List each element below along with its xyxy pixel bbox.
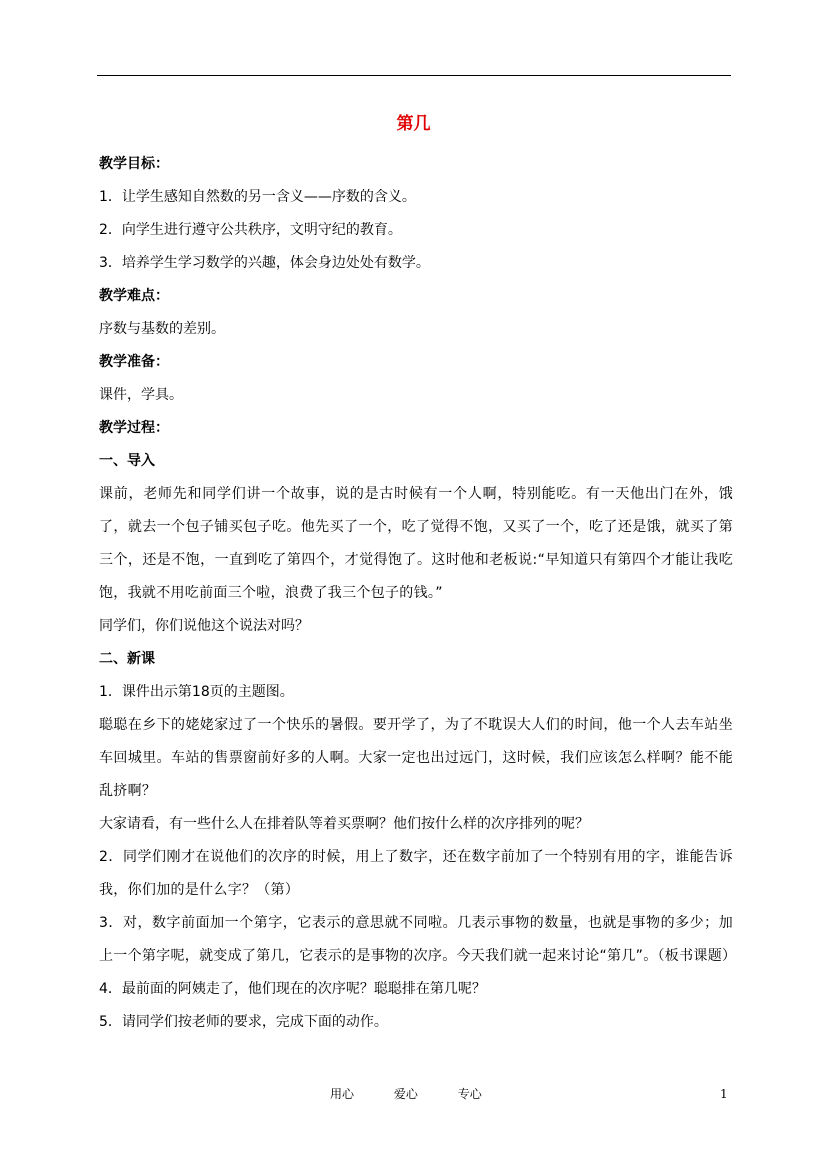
footer-motto: [330, 1085, 518, 1103]
footer-motto-word-3: 专心: [457, 1087, 482, 1101]
footer-motto-word-2: 爱心: [393, 1087, 418, 1101]
intro-question: 同学们，你们说他这个说法对吗？: [99, 618, 309, 634]
new-lesson-paragraph-2: 大家请看，有一些什么人在排着队等着买票啊？他们按什么样的次序排列的呢？: [99, 816, 589, 832]
new-lesson-paragraph-1: 聪聪在乡下的姥姥家过了一个快乐的暑假。要开学了，为了不耽误大人们的时间，他一个人去车站坐车回城里。车站的售票窗前好多的人啊。大家一定也出过远门，这时候，我们应该怎么样啊？能不能乱挤啊？: [99, 717, 733, 799]
page-number: 1: [720, 1087, 728, 1101]
header-rule: [97, 75, 731, 76]
document-title: 第几: [396, 114, 431, 134]
new-lesson-item-1: 1．课件出示第18页的主题图。: [99, 684, 294, 700]
prep-heading: 教学准备：: [99, 354, 169, 370]
document-body: [99, 148, 737, 1039]
footer-motto-word-1: 用心: [330, 1087, 355, 1101]
new-lesson-heading: 二、新课: [99, 651, 155, 667]
new-lesson-item-3: 3．对，数字前面加一个第字，它表示的意思就不同啦。几表示事物的数量，也就是事物的多少；加上一个第字呢，就变成了第几，它表示的是事物的次序。今天我们就一起来讨论“第几”。（板书课题）: [99, 915, 737, 964]
intro-paragraph: 课前，老师先和同学们讲一个故事，说的是古时候有一个人啊，特别能吃。有一天他出门在外，饿了，就去一个包子铺买包子吃。他先买了一个，吃了觉得不饱，又买了一个，吃了还是饿，就买了第三个，还是不饱，一直到吃了第四个，才觉得饱了。这时他和老板说:“早知道只有第四个才能让我吃饱，我就不用吃前面三个啦，浪费了我三个包子的钱。”: [99, 486, 733, 601]
new-lesson-item-2: 2．同学们刚才在说他们的次序的时候，用上了数字，还在数字前加了一个特别有用的字，谁能告诉我，你们加的是什么字？（第）: [99, 849, 733, 898]
goals-heading: 教学目标：: [99, 156, 169, 172]
process-heading: 教学过程：: [99, 420, 169, 436]
goal-item-3: 3．培养学生学习数学的兴趣，体会身边处处有数学。: [99, 255, 430, 271]
goal-item-1: 1．让学生感知自然数的另一含义——序数的含义。: [99, 189, 416, 205]
intro-heading: 一、导入: [99, 453, 155, 469]
difficulty-text: 序数与基数的差别。: [99, 321, 225, 337]
new-lesson-item-4: 4．最前面的阿姨走了，他们现在的次序呢？聪聪排在第几呢？: [99, 981, 486, 997]
difficulty-heading: 教学难点：: [99, 288, 169, 304]
prep-text: 课件，学具。: [99, 387, 183, 403]
goal-item-2: 2．向学生进行遵守公共秩序，文明守纪的教育。: [99, 222, 402, 238]
new-lesson-item-5: 5．请同学们按老师的要求，完成下面的动作。: [99, 1014, 388, 1030]
